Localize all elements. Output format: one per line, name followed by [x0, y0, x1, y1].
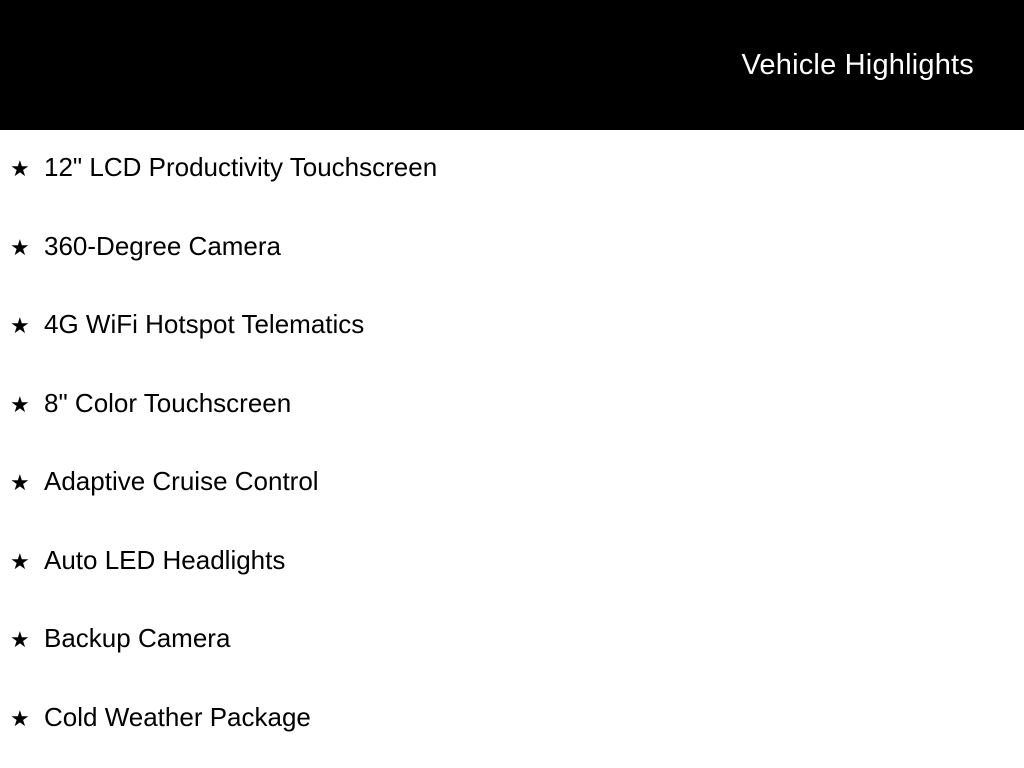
star-icon: ★ — [10, 705, 30, 731]
list-item — [0, 468, 1024, 547]
list-item — [0, 625, 1024, 704]
star-icon: ★ — [10, 470, 30, 495]
list-item — [0, 311, 1024, 390]
star-icon: ★ — [10, 234, 30, 260]
highlight-label: Cold Weather Package — [44, 701, 311, 732]
star-icon: ★ — [10, 156, 30, 181]
highlight-label: 4G WiFi Hotspot Telematics — [44, 309, 365, 339]
vehicle-highlights-list — [0, 130, 1024, 768]
highlight-label: Adaptive Cruise Control — [44, 466, 319, 496]
list-item — [0, 701, 1024, 768]
star-icon: ★ — [10, 627, 30, 652]
list-item — [0, 230, 1024, 312]
highlight-label: 8" Color Touchscreen — [44, 387, 292, 418]
star-icon: ★ — [10, 548, 30, 574]
header-bar — [0, 0, 1024, 130]
list-item — [0, 544, 1024, 626]
highlight-label: 12" LCD Productivity Touchscreen — [44, 152, 438, 182]
star-icon: ★ — [10, 391, 30, 417]
highlight-label: Backup Camera — [44, 623, 231, 653]
page-title: Vehicle Highlights — [741, 48, 974, 81]
list-item — [0, 387, 1024, 469]
list-item — [0, 154, 1024, 233]
highlight-label: Auto LED Headlights — [44, 544, 286, 575]
star-icon: ★ — [10, 313, 30, 338]
highlight-label: 360-Degree Camera — [44, 230, 282, 261]
